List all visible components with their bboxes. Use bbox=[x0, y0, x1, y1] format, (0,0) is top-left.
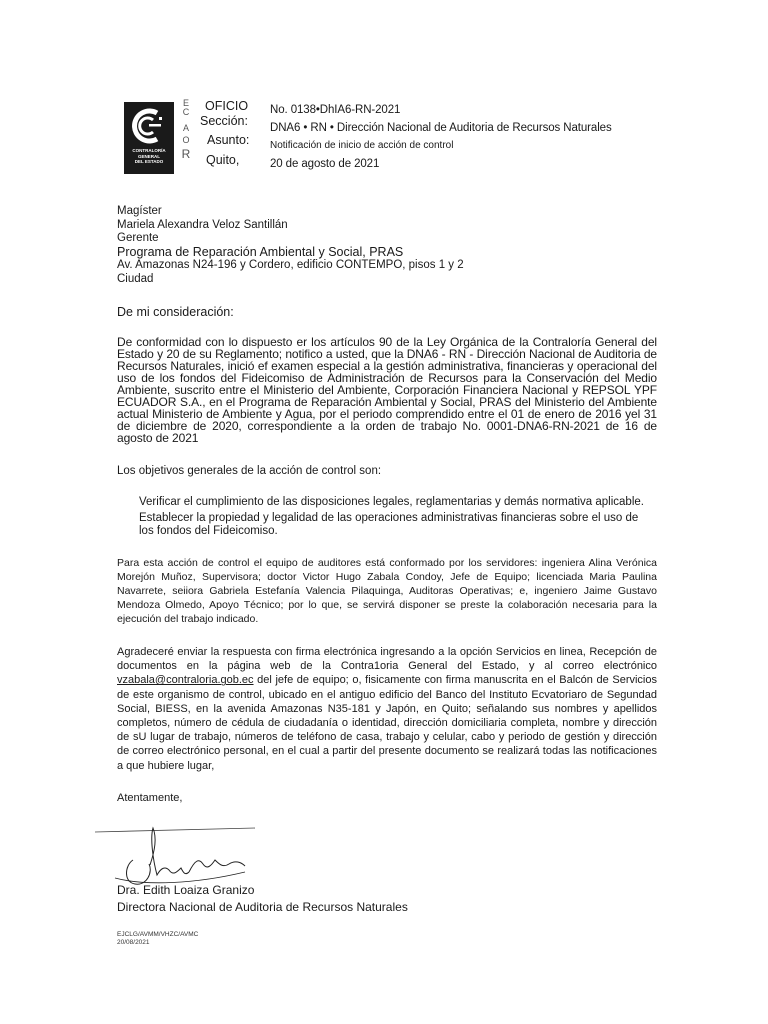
reference-code: EJCLG/AVMM/VHZC/AVMC bbox=[117, 931, 199, 938]
paragraph-team: Para esta acción de control el equipo de auditores está conformado por los servidores: ingeniera Alina Verónica Morejón Muñoz, Supervisora; doctor Victor Hugo Zabala Condoy, Jefe de Equipo; licenciada Maria Paulina Navarrete, seiiora Gabriela Estefanía Valencia Pilaquinga, Auditoras Operativas; e, ingeniero Jaime Gustavo Mendoza Olmedo, Apoyo Técnico; por lo que, se servirá disponer se preste la colaboración necesaria para la ejecución del trabajo indicado. bbox=[117, 557, 657, 625]
response-text: Agradeceré enviar la respuesta con firma electrónica ingresando a la opción Servicios en linea, Recepción de documentos en la página web de la Contra1oria General del Estado, y al correo electrónico bbox=[117, 646, 657, 673]
paragraph-notification: De conformidad con lo dispuesto er los artículos 90 de la Ley Orgánica de la Contraloría General del Estado y 20 de su Reglamento; notifico a usted, que la DNA6 - RN - Dirección Nacional de Auditoria de Recursos Naturales, inició ef examen especial a la gestión administrativa, financieras y operacional del uso de los fondos del Fideicomiso de Administración de Recursos para la Conservación del Medio Ambiente, suscrito entre el Ministerio del Ambiente, Corporación Financiera Nacional y REPSOL YPF ECUADOR S.A., en el Programa de Reparación Ambiental y Social, PRAS del Ministerio del Ambiente actual Ministerio de Ambiente y Agua, por el periodo comprendido entre el 01 de enero de 2016 yel 31 de diciembre de 2020, correspondiente a la orden de trabajo No. 0001-DNA6-RN-2021 de 16 de agosto de 2021 bbox=[117, 335, 657, 445]
recipient-address: Av. Amazonas N24-196 y Cordero, edificio CONTEMPO, pisos 1 y 2 bbox=[117, 259, 464, 271]
objectives-title: Los objetivos generales de la acción de control son: bbox=[117, 465, 382, 477]
signer-name: Dra. Edith Loaiza Granizo bbox=[117, 883, 255, 897]
asunto-value: Notificación de inicio de acción de control bbox=[270, 140, 454, 151]
seccion-label: Sección: bbox=[200, 114, 248, 128]
contraloria-logo bbox=[124, 102, 174, 174]
oficio-label: OFICIO bbox=[205, 99, 249, 113]
logo-text: CONTRALORÍA GENERAL DEL ESTADO bbox=[132, 148, 166, 164]
reference-date: 20/08/2021 bbox=[117, 939, 150, 946]
side-letter: C bbox=[182, 107, 190, 117]
recipient-name: Mariela Alexandra Veloz Santillán bbox=[117, 218, 288, 231]
side-letter: O bbox=[182, 135, 190, 145]
oficio-number: No. 0138•DhIA6-RN-2021 bbox=[270, 104, 401, 116]
objective-item: Establecer la propiedad y legalidad de las operaciones administrativas financieras sobre el uso de los fondos del Fideicomiso. bbox=[139, 512, 639, 537]
recipient-role: Gerente bbox=[117, 232, 159, 244]
closing: Atentamente, bbox=[117, 792, 183, 804]
recipient-org: Programa de Reparación Ambiental y Social, PRAS bbox=[117, 244, 404, 259]
asunto-label: Asunto: bbox=[207, 133, 250, 147]
recipient-block bbox=[117, 205, 464, 286]
signer-title: Directora Nacional de Auditoria de Recursos Naturales bbox=[117, 900, 408, 914]
quito-label: Quito, bbox=[206, 153, 240, 167]
logo-emblem-icon bbox=[129, 107, 169, 145]
email-link[interactable]: vzabala@contraloria.gob.ec bbox=[117, 674, 254, 687]
reference-initials bbox=[117, 931, 198, 947]
paragraph-response bbox=[117, 645, 657, 773]
side-letter: A bbox=[182, 123, 189, 133]
greeting: De mi consideración: bbox=[117, 305, 234, 319]
side-letters bbox=[180, 97, 192, 160]
objective-item: Verificar el cumplimiento de las disposiciones legales, reglamentarias y demás normativa aplicable. bbox=[139, 496, 644, 508]
response-text-continued: del jefe de equipo; o, fisicamente con firma manuscrita en el Balcón de Servicios de este organismo de control, ubicado en el antiguo edificio del Banco del Instituto Ecvatoriaro de Segundad Social, BIESS, en la avenida Amazonas N35-181 y Japón, en Quito; señalando sus nombres y apellidos completos, número de cédula de ciudadanía o identidad, dirección domiciliaria completa, nombre y dirección de sU lugar de trabajo, números de teléfono de casa, trabajo y celular, cabo y periodo de gestión y dirección de correo electrónico personal, en el cual a partir del presente documento se realizará todas las notificaciones a que hubiere lugar, bbox=[117, 674, 657, 772]
seccion-value: DNA6 • RN • Dirección Nacional de Auditoria de Recursos Naturales bbox=[270, 122, 612, 134]
side-letter: E bbox=[182, 98, 189, 108]
letter-date: 20 de agosto de 2021 bbox=[270, 158, 380, 170]
recipient-title: Magíster bbox=[117, 205, 162, 217]
recipient-city: Ciudad bbox=[117, 272, 154, 285]
side-letter: R bbox=[181, 147, 191, 161]
